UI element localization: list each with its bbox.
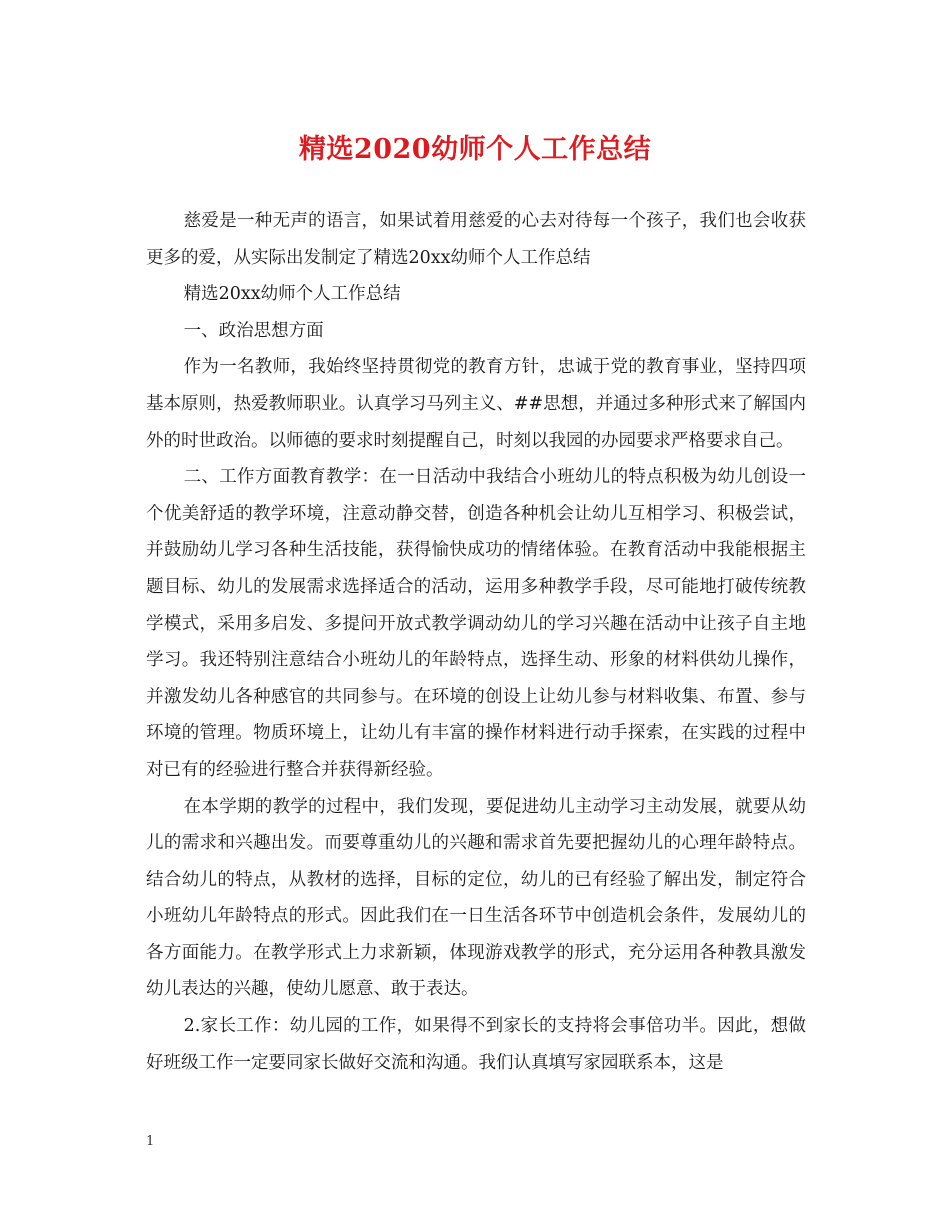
paragraph-semester: 在本学期的教学的过程中，我们发现，要促进幼儿主动学习主动发展，就要从幼儿的需求和兴趣出发。而要尊重幼儿的兴趣和需求首先要把握幼儿的心理年龄特点。结合幼儿的特点，从教材的选择，目标的定位，幼儿的已有经验了解出发，制定符合小班幼儿年龄特点的形式。因此我们在一日生活各环节中创造机会条件，发展幼儿的各方面能力。在教学形式上力求新颖，体现游戏教学的形式，充分运用各种教具激发幼儿表达的兴趣，使幼儿愿意、敢于表达。 xyxy=(146,796,806,1000)
paragraph-parents: 2.家长工作：幼儿园的工作，如果得不到家长的支持将会事倍功半。因此，想做好班级工作一定要同家长做好交流和沟通。我们认真填写家园联系本，这是 xyxy=(146,1016,806,1073)
paragraph-intro: 慈爱是一种无声的语言，如果试着用慈爱的心去对待每一个孩子，我们也会收获更多的爱，从实际出发制定了精选20xx幼师个人工作总结 xyxy=(146,211,806,268)
paragraph-politics: 作为一名教师，我始终坚持贯彻党的教育方针，忠诚于党的教育事业，坚持四项基本原则，热爱教师职业。认真学习马列主义、##思想，并通过多种形式来了解国内外的时世政治。以师德的要求时刻提醒自己，时刻以我园的办园要求严格要求自己。 xyxy=(146,357,806,451)
document-body xyxy=(146,203,806,1081)
document-title: 精选2020幼师个人工作总结 xyxy=(298,134,652,165)
paragraph-teaching: 二、工作方面教育教学：在一日活动中我结合小班幼儿的特点积极为幼儿创设一个优美舒适的教学环境，注意动静交替，创造各种机会让幼儿互相学习、积极尝试，并鼓励幼儿学习各种生活技能，获得愉快成功的情绪体验。在教育活动中我能根据主题目标、幼儿的发展需求选择适合的活动，运用多种教学手段，尽可能地打破传统教学模式，采用多启发、多提问开放式教学调动幼儿的学习兴趣在活动中让孩子自主地学习。我还特别注意结合小班幼儿的年龄特点，选择生动、形象的材料供幼儿操作，并激发幼儿各种感官的共同参与。在环境的创设上让幼儿参与材料收集、布置、参与环境的管理。物质环境上，让幼儿有丰富的操作材料进行动手探索，在实践的过程中对已有的经验进行整合并获得新经验。 xyxy=(146,467,806,780)
paragraph-subtitle: 精选20xx幼师个人工作总结 xyxy=(183,284,401,305)
page-number: 1 xyxy=(146,1134,155,1149)
section-heading-politics: 一、政治思想方面 xyxy=(183,320,324,341)
